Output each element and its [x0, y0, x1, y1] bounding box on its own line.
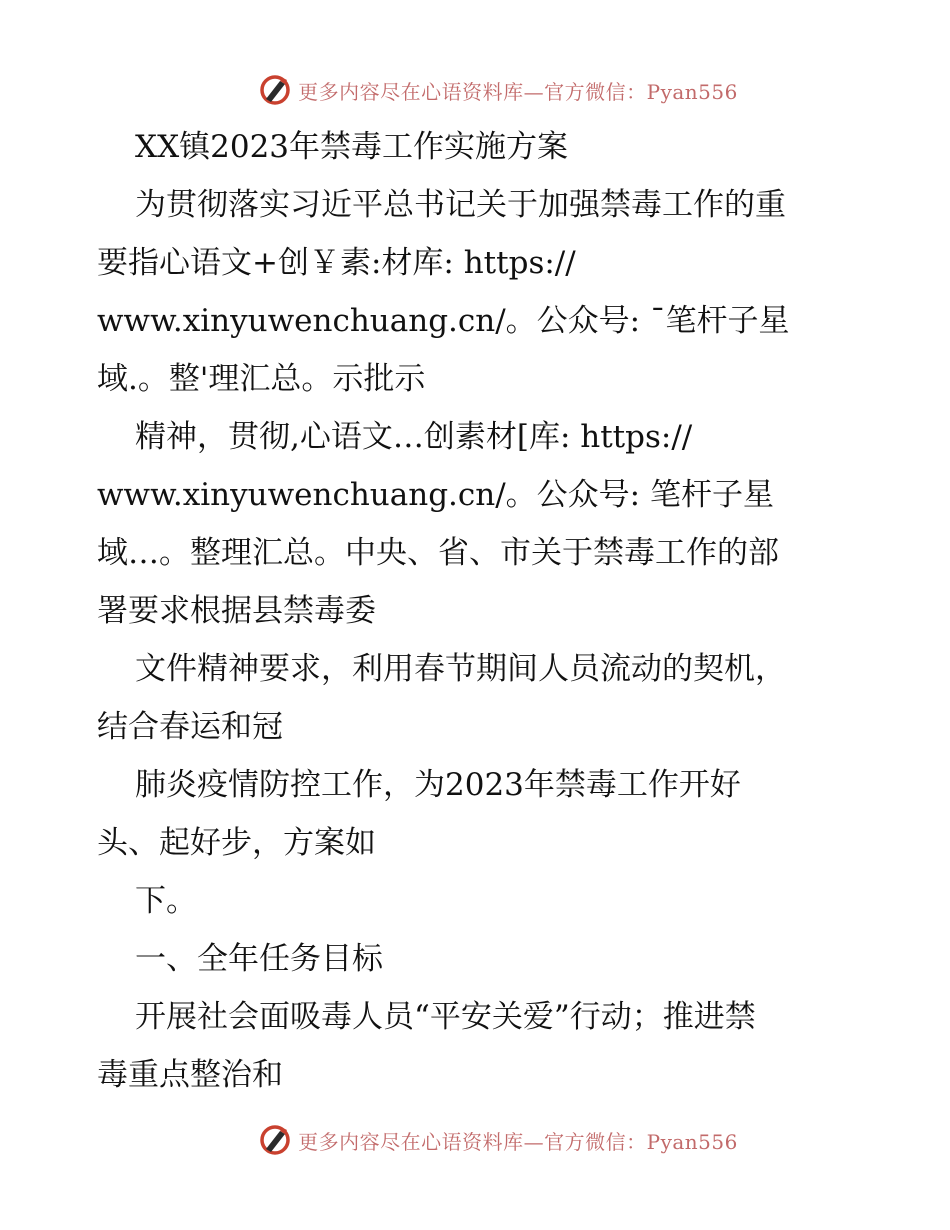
- paragraph-line: www.xinyuwenchuang.cn/。公众号: 笔杆子星: [97, 477, 774, 513]
- watermark-text: 更多内容尽在心语资料库—官方微信：Pyan556: [298, 79, 738, 104]
- paragraph-line: 要指心语文+创￥素:材库: https://: [97, 245, 576, 281]
- paragraph-line: 精神，贯彻,心语文…创素材[库: https://: [135, 419, 693, 455]
- header-watermark: [0, 70, 950, 110]
- paragraph-line: 域.。整'理汇总。示批示: [97, 361, 426, 397]
- paragraph-line: 文件精神要求，利用春节期间人员流动的契机，: [135, 651, 786, 687]
- section-heading: 一、全年任务目标: [135, 941, 383, 977]
- pen-emblem-icon: [258, 1123, 292, 1157]
- pen-emblem-icon: [258, 73, 292, 107]
- paragraph-line: 结合春运和冠: [97, 709, 283, 745]
- paragraph-line: 毒重点整治和: [97, 1057, 283, 1093]
- paragraph-line: www.xinyuwenchuang.cn/。公众号: ¯笔杆子星: [97, 303, 790, 339]
- paragraph-line: 开展社会面吸毒人员“平安关爱”行动；推进禁: [135, 999, 756, 1035]
- paragraph-line: 署要求根据县禁毒委: [97, 593, 376, 629]
- paragraph-line: 肺炎疫情防控工作，为2023年禁毒工作开好: [135, 767, 741, 803]
- paragraph-line: 头、起好步，方案如: [97, 825, 376, 861]
- paragraph-line: 下。: [135, 883, 197, 919]
- paragraph-line: 域…。整理汇总。中央、省、市关于禁毒工作的部: [97, 535, 779, 571]
- paragraph-line: 为贯彻落实习近平总书记关于加强禁毒工作的重: [135, 187, 786, 223]
- watermark-text: 更多内容尽在心语资料库—官方微信：Pyan556: [298, 1129, 738, 1154]
- document-body: [97, 118, 857, 1104]
- footer-watermark: [0, 1120, 950, 1160]
- document-title: XX镇2023年禁毒工作实施方案: [135, 129, 569, 165]
